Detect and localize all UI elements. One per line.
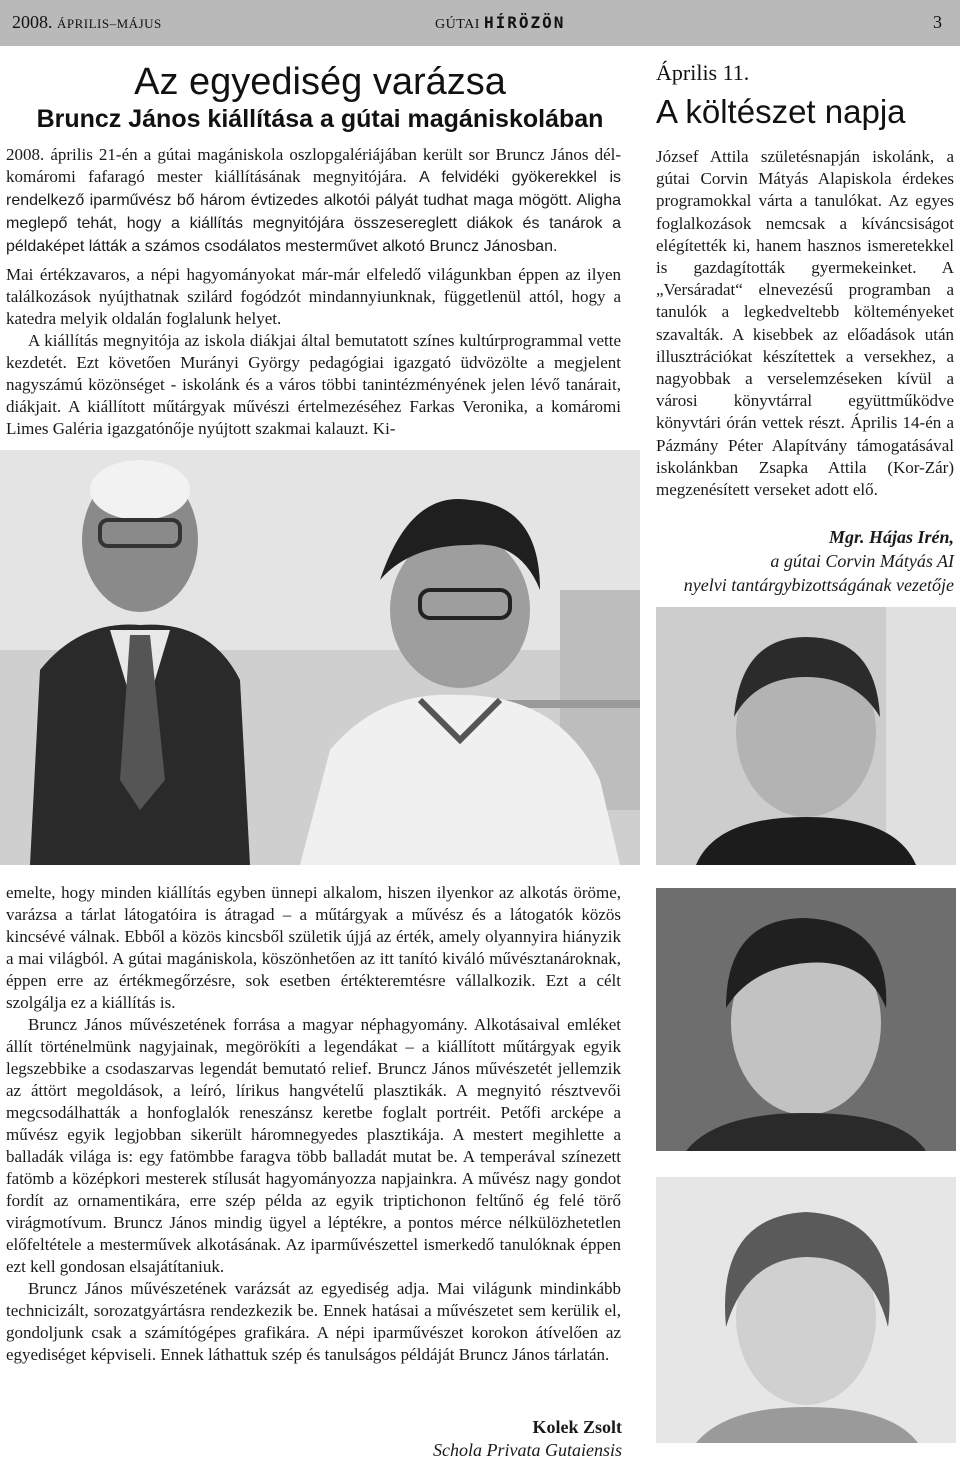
sidebar-author-role: nyelvi tantárgybizottságának vezetője xyxy=(683,575,954,595)
lead-sans: A felvidéki gyökerekkel is rendelkező iparművész bő három évtizedes alkotói pályát tudhat maga mögött. Aligha meglepő tehát, hogy a kiállítás megnyitójára összesereglett diákok és tanárok a példaképet látták a számos csodálatos mesterművet alkotó Bruncz Jánosban. xyxy=(6,169,622,255)
sidebar-body xyxy=(656,146,954,501)
sidebar-title: A költészet napja xyxy=(656,93,906,130)
article-title: Az egyediség varázsa xyxy=(134,61,506,103)
exhibition-photo xyxy=(0,450,640,865)
article-author-org: Schola Privata Gutaiensis xyxy=(433,1440,622,1460)
lead-serif: 2008. április 21-én a gútai magániskola oszlopgalériájában került sor Bruncz János dél-komáromi fafaragó mester kiállításának megnyitójára. xyxy=(6,145,621,186)
student-photo xyxy=(656,888,956,1151)
paragraph: József Attila születésnapján iskolánk, a gútai Corvin Mátyás Alapiskola érdekes programokkal várta a tanulókat. Az egyes foglalkozások nemcsak a kíváncsiságot elégítették ki, hanem hasznos ismeretekkel is gazdagították gyermekeinket. A „Versáradat“ elnevezésű programban a tanulók a legkedveltebb költeményeket szavalták. A kisebbek az előadások után illusztrációkat készítettek a versekhez, a nagyobbak a verselemzéseken kívül a városi könyvtárral együttműködve könyvtári órán vettek részt. Április 14-én a Pázmány Péter Alapítvány támogatásával iskolánkban Zsapka Attila (Kor-Zár) megzenésített verseket adott elő. xyxy=(656,147,954,500)
paragraph: Bruncz János művészetének varázsát az egyediség adja. Mai világunk mindinkább technicizált, sorozatgyártásra rendezkezik be. Ennek hatásai a művészetet sem kerülik el, gondoljunk csak a számítógépes grafikára. A népi iparművészet korokon átívelően az egyediséget képviseli. Ennek láthattuk szép és tanulságos példáját Bruncz János tárlatán. xyxy=(6,1279,621,1364)
sidebar-author-role: a gútai Corvin Mátyás AI xyxy=(770,551,954,571)
paragraph: Mai értékzavaros, a népi hagyományokat már-már elfeledő világunkban éppen az ilyen találkozások nyújthatnak szilárd fogódzót mindannyiunknak, függetlenül attól, hogy a katedra melyik oldalán foglalunk helyet. xyxy=(6,265,621,328)
issue-date: 2008. ÁPRILIS–MÁJUS xyxy=(12,12,162,32)
paragraph: emelte, hogy minden kiállítás egyben ünnepi alkalom, hiszen ilyenkor az alkotás öröme, varázsa a tárlat látogatóira is átragad – a műtárgyak a művész és a látogatók közös kincsévé válnak. Ebből a közös kincsből születik újjá az érték, amely olyannyira hiányzik a mai világból. A gútai magániskola, köszönhetően az itt tanító kiváló művésztanároknak, éppen erre az értékmegőrzésre, sok esetben értékteremtésre vállalkozik. Ezt a célt szolgálja ez a kiállítás is. xyxy=(6,883,621,1012)
article-subtitle: Bruncz János kiállítása a gútai magániskolában xyxy=(36,105,604,133)
sidebar-date: Április 11. xyxy=(656,60,750,85)
masthead: GÚTAI HÍRÖZÖN xyxy=(435,13,566,32)
paragraph: A kiállítás megnyitója az iskola diákjai által bemutatott színes kultúrprogrammal vette kezdetét. Ezt követően Murányi György pedagógiai igazgató üdvözölte a megjelent nagyszámú közönséget - iskolánk és a város többi tanintézményének jelen lévő tanárait, diákjait. A kiállított műtárgyak művészi értelmezéséhez Farkas Veronika, a komáromi Limes Galéria igazgatónője nyújtott szakmai kalauzt. Ki- xyxy=(6,331,621,438)
page-number: 3 xyxy=(933,12,942,32)
student-photo xyxy=(656,607,956,865)
student-photo xyxy=(656,1177,956,1443)
article-body-bottom xyxy=(6,882,621,1366)
article-author: Kolek Zsolt xyxy=(532,1417,622,1437)
article-lead xyxy=(6,144,621,258)
sidebar-author: Mgr. Hájas Irén, xyxy=(828,527,954,547)
article-body-top xyxy=(6,258,621,440)
paragraph: Bruncz János művészetének forrása a magyar néphagyomány. Alkotásaival emléket állít történelmünk nagyjainak, megörökíti a legendákat – a kiállított műtárgyak egyik legszebbike a csodaszarvas legendát bemutató relief. Bruncz János művészetét jellemzik az áttört megoldások, a leíró, lírikus hangvételű plasztikák. A megnyitó résztvevői megcsodálhatták a honfoglalók reneszánsz keretbe foglalt portréit. Petőfi arcképe a művész egyik legjobban sikerült háromnegyedes plasztikája. A mestert megihlette a balladák világa is: egy fatömbbe faragva több balladát mutat be. A temperával színezett fatömb a középkori mesterek stílusát hagyományozza napjainkra. A művész nagy gondot fordít az ornamentikára, erre szép példa az egyik triptichonon feltűnő ég felé törő virágmotívum. Bruncz János mindig ügyel a léptékre, a pontos mérce nélkülözhetetlen előfeltétele a mesterművek alkotásának. Az iparművészettel ismerkedő tanulóknak éppen ezt kell gondosan elsajátítaniuk. xyxy=(6,1015,621,1276)
